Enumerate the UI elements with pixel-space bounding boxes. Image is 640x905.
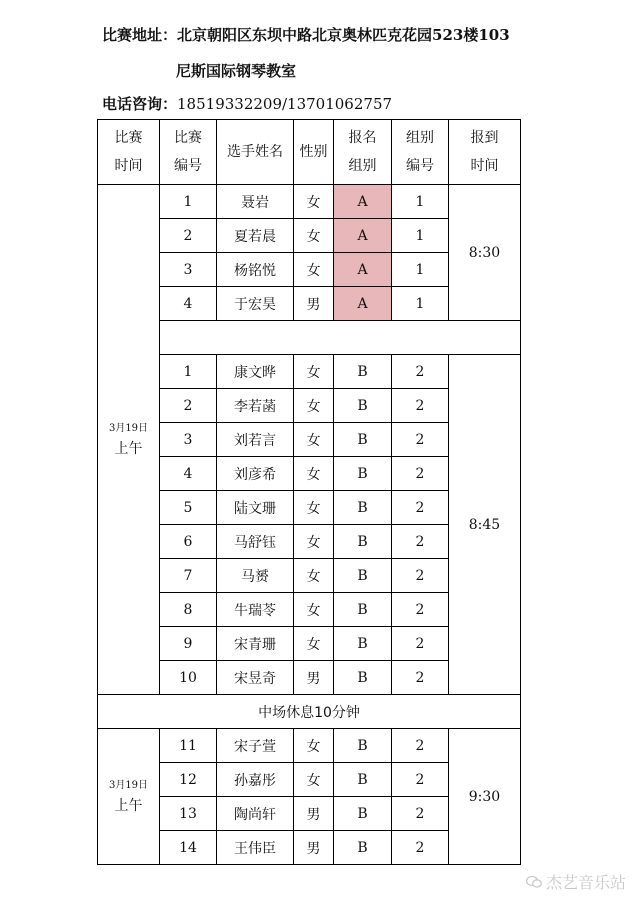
table-cell: 2 [392, 559, 449, 593]
header-number: 比赛 编号 [160, 120, 217, 185]
table-cell: 夏若晨 [217, 219, 294, 253]
table-cell: 2 [392, 491, 449, 525]
table-cell: 8 [160, 593, 217, 627]
table-cell: B [334, 831, 392, 865]
table-cell: 2 [392, 593, 449, 627]
watermark-text: 杰艺音乐站 [545, 873, 626, 892]
table-cell: 杨铭悦 [217, 253, 294, 287]
table-cell: 2 [392, 627, 449, 661]
table-cell: 2 [160, 389, 217, 423]
table-cell: 女 [294, 219, 334, 253]
table-cell: 牛瑞苓 [217, 593, 294, 627]
table-cell: 2 [160, 219, 217, 253]
table-cell: 女 [294, 559, 334, 593]
table-cell: 男 [294, 797, 334, 831]
header-name: 选手姓名 [217, 120, 294, 185]
session-period: 上午 [114, 440, 143, 457]
table-cell: 7 [160, 559, 217, 593]
table-cell [160, 321, 521, 355]
table-cell: 女 [294, 525, 334, 559]
table-row [98, 355, 521, 389]
table-cell: 陶尚轩 [217, 797, 294, 831]
schedule-table [97, 119, 521, 865]
table-row [98, 729, 521, 763]
table-cell: A [334, 185, 392, 219]
table-cell: 刘若言 [217, 423, 294, 457]
session-date: 3月19日 [108, 422, 149, 434]
table-cell: 女 [294, 457, 334, 491]
table-cell: 于宏昊 [217, 287, 294, 321]
table-cell: 女 [294, 627, 334, 661]
table-cell: 康文晔 [217, 355, 294, 389]
table-cell: B [334, 457, 392, 491]
table-cell: 5 [160, 491, 217, 525]
table-cell: 1 [392, 253, 449, 287]
table-cell: 陆文珊 [217, 491, 294, 525]
spacer-row [98, 321, 521, 355]
header-time: 比赛 时间 [98, 120, 160, 185]
table-cell: 2 [392, 763, 449, 797]
table-cell: 男 [294, 661, 334, 695]
phone-line [102, 93, 392, 114]
table-cell: 李若菡 [217, 389, 294, 423]
table-cell: B [334, 797, 392, 831]
session-date: 3月19日 [108, 779, 149, 791]
table-cell: 1 [392, 185, 449, 219]
table-cell: 男 [294, 831, 334, 865]
table-row [98, 185, 521, 219]
table-cell: B [334, 525, 392, 559]
table-cell: 9 [160, 627, 217, 661]
address-label: 比赛地址： [102, 26, 178, 44]
table-cell: 2 [392, 389, 449, 423]
table-cell: 女 [294, 763, 334, 797]
table-cell: 10 [160, 661, 217, 695]
table-cell: 刘彦希 [217, 457, 294, 491]
table-cell: 4 [160, 287, 217, 321]
header-gender: 性别 [294, 120, 334, 185]
table-cell: 宋子萱 [217, 729, 294, 763]
phone-label: 电话咨询： [102, 95, 178, 113]
table-cell: 12 [160, 763, 217, 797]
phone-value: 18519332209/13701062757 [177, 95, 393, 113]
watermark [526, 870, 626, 893]
table-cell: A [334, 219, 392, 253]
table-cell: 1 [160, 185, 217, 219]
arrival-time: 8:45 [449, 355, 521, 695]
address-line [102, 24, 510, 45]
address-value: 北京朝阳区东坝中路北京奥林匹克花园523楼103 [177, 26, 510, 44]
arrival-time: 8:30 [449, 185, 521, 321]
header-arrival: 报到 时间 [449, 120, 521, 185]
table-cell: B [334, 661, 392, 695]
table-cell: 14 [160, 831, 217, 865]
header-group-number: 组别 编号 [392, 120, 449, 185]
table-cell: 马舒钰 [217, 525, 294, 559]
table-cell: 2 [392, 525, 449, 559]
address-line-2: 尼斯国际钢琴教室 [176, 62, 297, 80]
table-cell: 2 [392, 729, 449, 763]
table-cell: 男 [294, 287, 334, 321]
table-cell: 2 [392, 457, 449, 491]
table-cell: 6 [160, 525, 217, 559]
table-cell: 宋昱奇 [217, 661, 294, 695]
table-cell: 2 [392, 661, 449, 695]
session-period: 上午 [114, 797, 143, 814]
table-cell: 1 [392, 287, 449, 321]
table-cell: 4 [160, 457, 217, 491]
table-cell: B [334, 559, 392, 593]
table-cell: 1 [160, 355, 217, 389]
table-cell: 女 [294, 389, 334, 423]
table-cell: 女 [294, 185, 334, 219]
table-cell: A [334, 287, 392, 321]
header-group: 报名 组别 [334, 120, 392, 185]
session-time-cell [98, 185, 160, 695]
table-cell: 王伟臣 [217, 831, 294, 865]
table-cell: 3 [160, 423, 217, 457]
break-row [98, 695, 521, 729]
table-cell: 女 [294, 423, 334, 457]
session-time-cell [98, 729, 160, 865]
table-cell: 女 [294, 253, 334, 287]
table-cell: 2 [392, 831, 449, 865]
table-cell: 2 [392, 797, 449, 831]
table-cell: B [334, 491, 392, 525]
table-cell: B [334, 355, 392, 389]
table-cell: B [334, 763, 392, 797]
arrival-time: 9:30 [449, 729, 521, 865]
table-cell: 宋青珊 [217, 627, 294, 661]
table-cell: 3 [160, 253, 217, 287]
table-cell: 11 [160, 729, 217, 763]
table-cell: B [334, 627, 392, 661]
table-cell: 2 [392, 423, 449, 457]
table-cell: A [334, 253, 392, 287]
table-cell: 马赟 [217, 559, 294, 593]
table-cell: 孙嘉彤 [217, 763, 294, 797]
table-cell: 聂岩 [217, 185, 294, 219]
table-cell: 女 [294, 491, 334, 525]
table-cell: B [334, 423, 392, 457]
table-cell: 13 [160, 797, 217, 831]
table-cell: B [334, 729, 392, 763]
table-cell: 女 [294, 355, 334, 389]
table-cell: B [334, 593, 392, 627]
wechat-icon [526, 875, 542, 889]
table-cell: B [334, 389, 392, 423]
table-cell: 女 [294, 593, 334, 627]
table-cell: 1 [392, 219, 449, 253]
table-cell: 2 [392, 355, 449, 389]
table-cell: 女 [294, 729, 334, 763]
header-row [98, 120, 521, 185]
break-text: 中场休息10分钟 [98, 695, 521, 729]
